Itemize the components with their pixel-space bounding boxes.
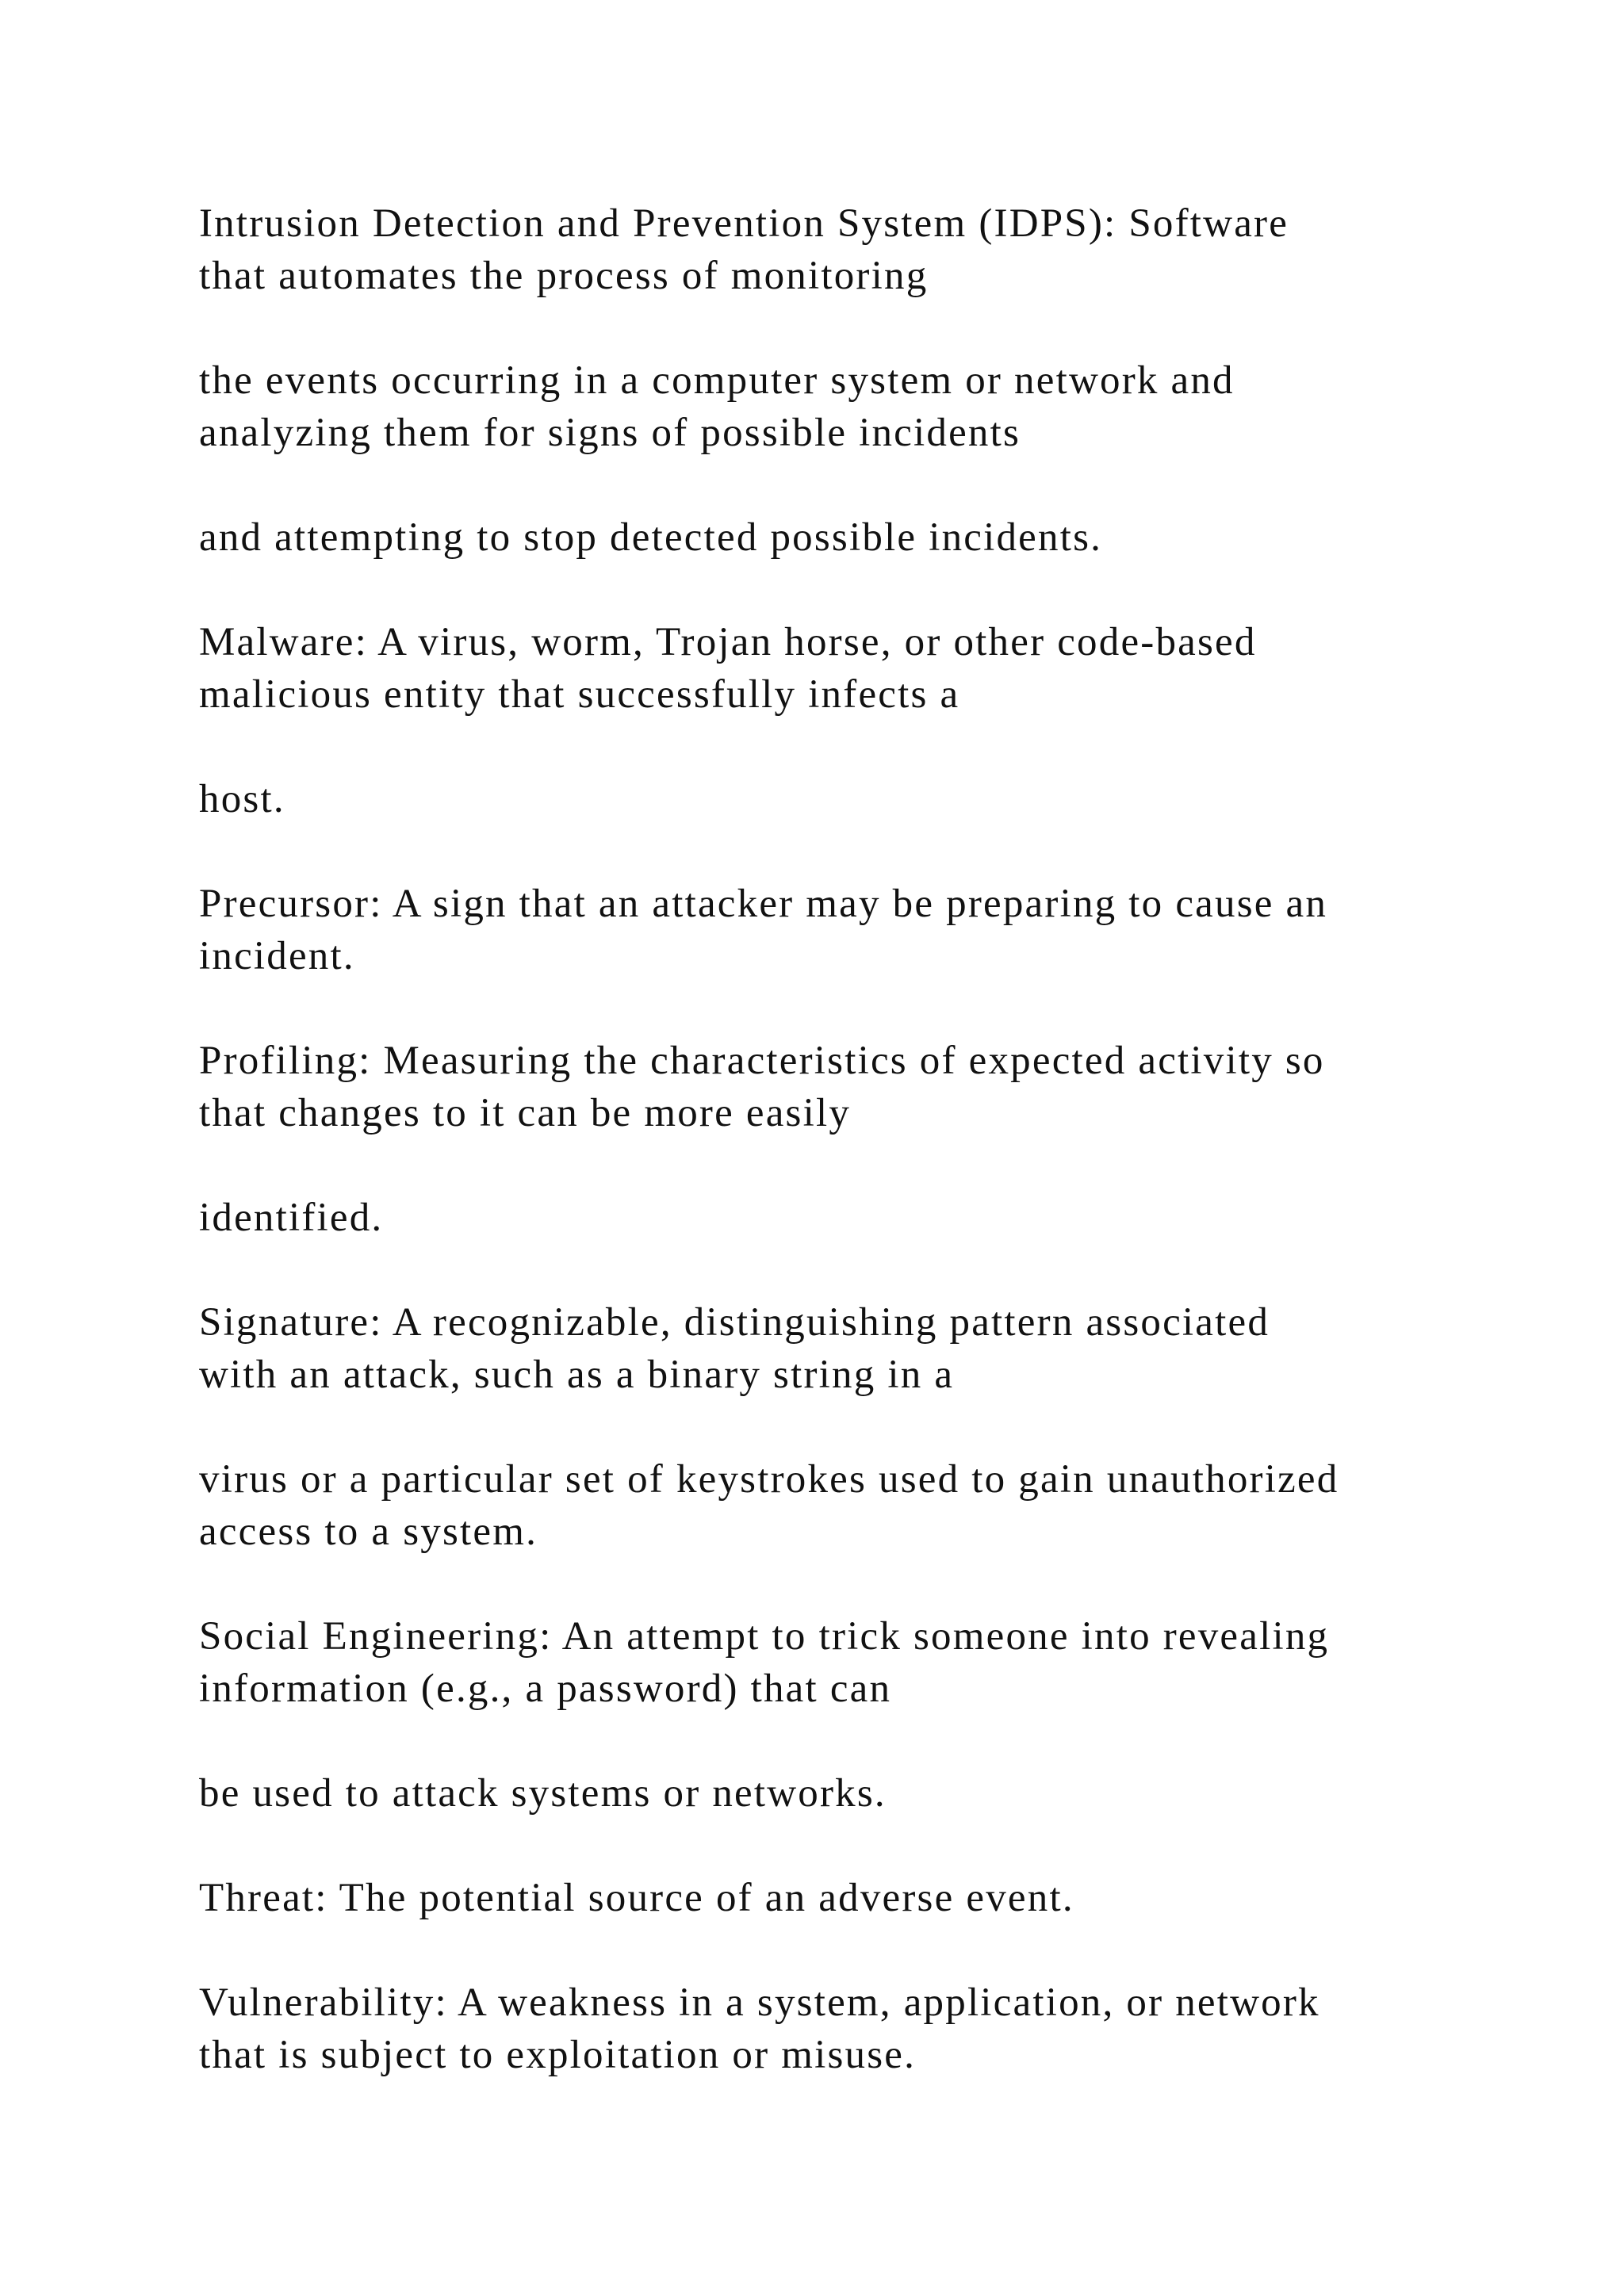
text-line: that changes to it can be more easily [199, 1091, 852, 1135]
paragraph-vulnerability-definition [199, 1976, 1468, 2081]
paragraph-profiling-definition [199, 1035, 1468, 1139]
text-line: incident. [199, 934, 355, 978]
text-line: Precursor: A sign that an attacker may be preparing to cause an [199, 882, 1328, 926]
text-line: with an attack, such as a binary string in a [199, 1353, 955, 1397]
text-line: be used to attack systems or networks. [199, 1771, 887, 1816]
text-line: Social Engineering: An attempt to trick someone into revealing [199, 1614, 1330, 1659]
paragraph-signature-definition [199, 1296, 1468, 1401]
text-line: analyzing them for signs of possible incidents [199, 411, 1021, 455]
text-line: host. [199, 777, 285, 821]
text-line: and attempting to stop detected possible incidents. [199, 515, 1103, 560]
text-line: Profiling: Measuring the characteristics of expected activity so [199, 1039, 1325, 1083]
text-line: identified. [199, 1196, 384, 1240]
text-line: Intrusion Detection and Prevention System (IDPS): Software [199, 201, 1289, 246]
paragraph-idps-definition [199, 197, 1468, 302]
paragraph-threat-definition [199, 1872, 1468, 1924]
paragraph-idps-end [199, 511, 1468, 564]
text-line: virus or a particular set of keystrokes used to gain unauthorized [199, 1457, 1339, 1502]
text-line: information (e.g., a password) that can [199, 1667, 892, 1711]
text-line: the events occurring in a computer system or network and [199, 358, 1235, 403]
paragraph-signature-continued [199, 1453, 1468, 1558]
text-line: Threat: The potential source of an adverse event. [199, 1876, 1074, 1920]
paragraph-malware-end [199, 773, 1468, 825]
paragraph-social-engineering-end [199, 1767, 1468, 1820]
text-line: Signature: A recognizable, distinguishing pattern associated [199, 1300, 1270, 1345]
paragraph-idps-continued [199, 354, 1468, 459]
paragraph-social-engineering-definition [199, 1610, 1468, 1715]
paragraph-profiling-end [199, 1192, 1468, 1244]
text-line: access to a system. [199, 1510, 538, 1554]
text-line: that automates the process of monitoring [199, 254, 929, 298]
paragraph-precursor-definition [199, 878, 1468, 982]
text-line: Vulnerability: A weakness in a system, application, or network [199, 1980, 1320, 2025]
text-line: Malware: A virus, worm, Trojan horse, or other code-based [199, 620, 1257, 664]
text-line: malicious entity that successfully infects a [199, 672, 960, 717]
paragraph-malware-definition [199, 616, 1468, 721]
text-line: that is subject to exploitation or misuse. [199, 2033, 917, 2077]
